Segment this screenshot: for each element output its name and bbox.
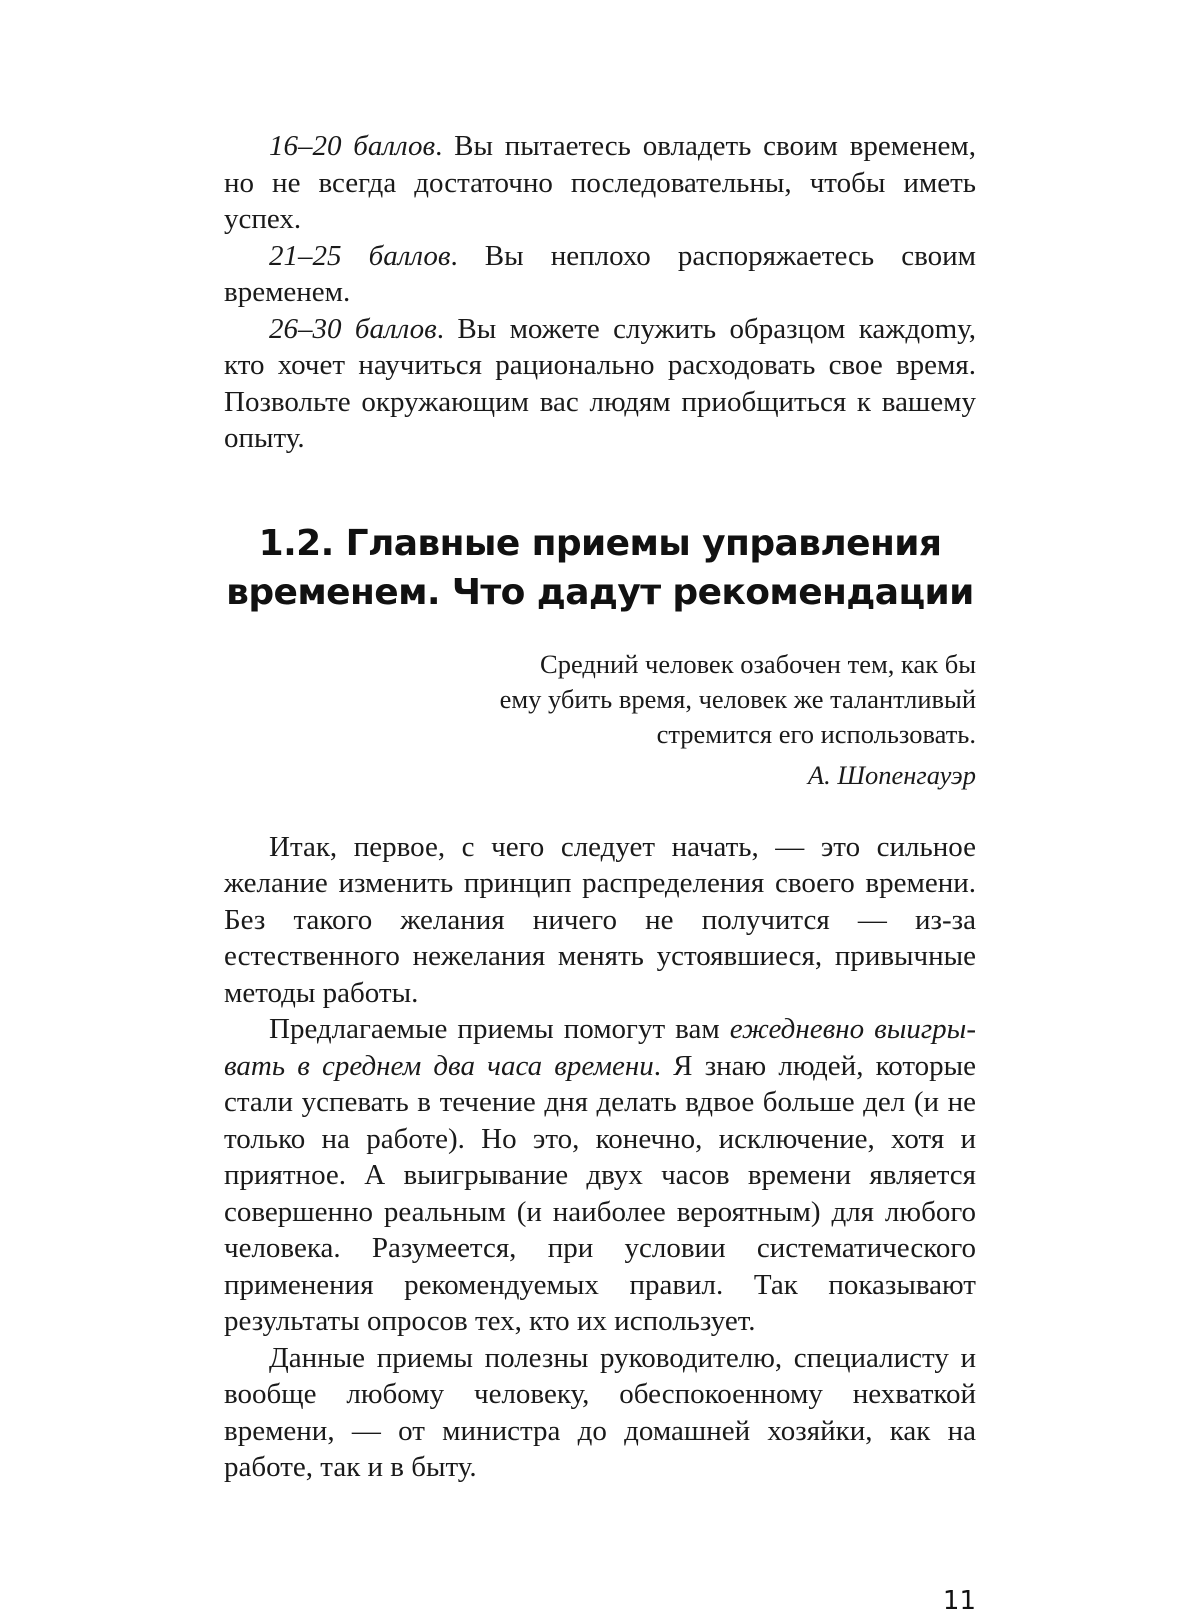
epigraph-quote xyxy=(224,647,976,752)
score-results xyxy=(224,128,976,457)
score-text: Вы неплохо распоряжаетесь своим временем. xyxy=(224,239,976,308)
score-item-21-25: 21–25 баллов. Вы неплохо распоряжаетесь своим временем. xyxy=(224,239,976,308)
epigraph-line: ему убить время, человек же талантливый xyxy=(499,683,976,714)
emphasis-text: ежедневно выигрывать в среднем два часа времени xyxy=(224,1013,976,1082)
score-range: 21–25 баллов xyxy=(269,239,451,272)
score-item-26-30: 26–30 баллов. Вы можете служить образцом каждоmу, кто хочет научиться рационально расходовать свое время. Позвольте окружающим вас людям приобщиться к вашему опыту. xyxy=(224,312,976,454)
epigraph xyxy=(224,647,976,793)
score-text: Вы пытаетесь овладеть своим временем, но не всегда достаточно последовательны, чтобы иметь успех. xyxy=(224,130,976,235)
body-paragraph-1: Итак, первое, с чего следует начать, — это сильное желание изменить принцип распределения своего времени. Без такого желания ничего не получится — из-за естественного нежелания менять устоявшиеся, привычные методы работы. xyxy=(224,830,976,1009)
epigraph-line: стремится его использовать. xyxy=(656,718,976,749)
page-number: 11 xyxy=(942,1586,976,1616)
paragraph-text: Предлагаемые приемы помогут вам xyxy=(269,1013,730,1045)
score-item-16-20: 16–20 баллов. Вы пытаетесь овладеть своим временем, но не всегда достаточно последовательны, чтобы иметь успех. xyxy=(224,130,976,235)
paragraph-text: . Я знаю людей, которые стали успевать в течение дня делать вдвое больше дел (и не только на работе). Но это, конечно, исключение, хотя и приятное. А выигрывание двух часов времени является совершенно реальным (и наиболее вероятным) для любого человека. Разумеется, при условии систематического применения рекомендуемых правил. Так показывают результаты опросов тех, кто их использует. xyxy=(224,1049,976,1337)
score-text: Вы можете служить образцом каждоmу, кто хочет научиться рационально расходовать свое время. Позвольте окружающим вас людям приобщиться к вашему опыту. xyxy=(224,312,976,454)
body-paragraph-3: Данные приемы полезны руководителю, специалисту и вообще любому человеку, обеспокоенному нехваткой времени, — от министра до домашней хозяйки, как на работе, так и в быту. xyxy=(224,1341,976,1483)
score-range: 16–20 баллов xyxy=(269,130,436,162)
epigraph-line: Средний человек озабочен тем, как бы xyxy=(540,648,976,679)
section-title: 1.2. Главные приемы управления временем. Что дадут рекомендации xyxy=(226,522,974,613)
body-paragraph-2 xyxy=(224,1011,976,1340)
body-text xyxy=(224,829,976,1486)
book-page xyxy=(224,128,976,1616)
score-range: 26–30 баллов xyxy=(269,312,437,345)
epigraph-author: А. Шопенгауэр xyxy=(807,759,976,790)
